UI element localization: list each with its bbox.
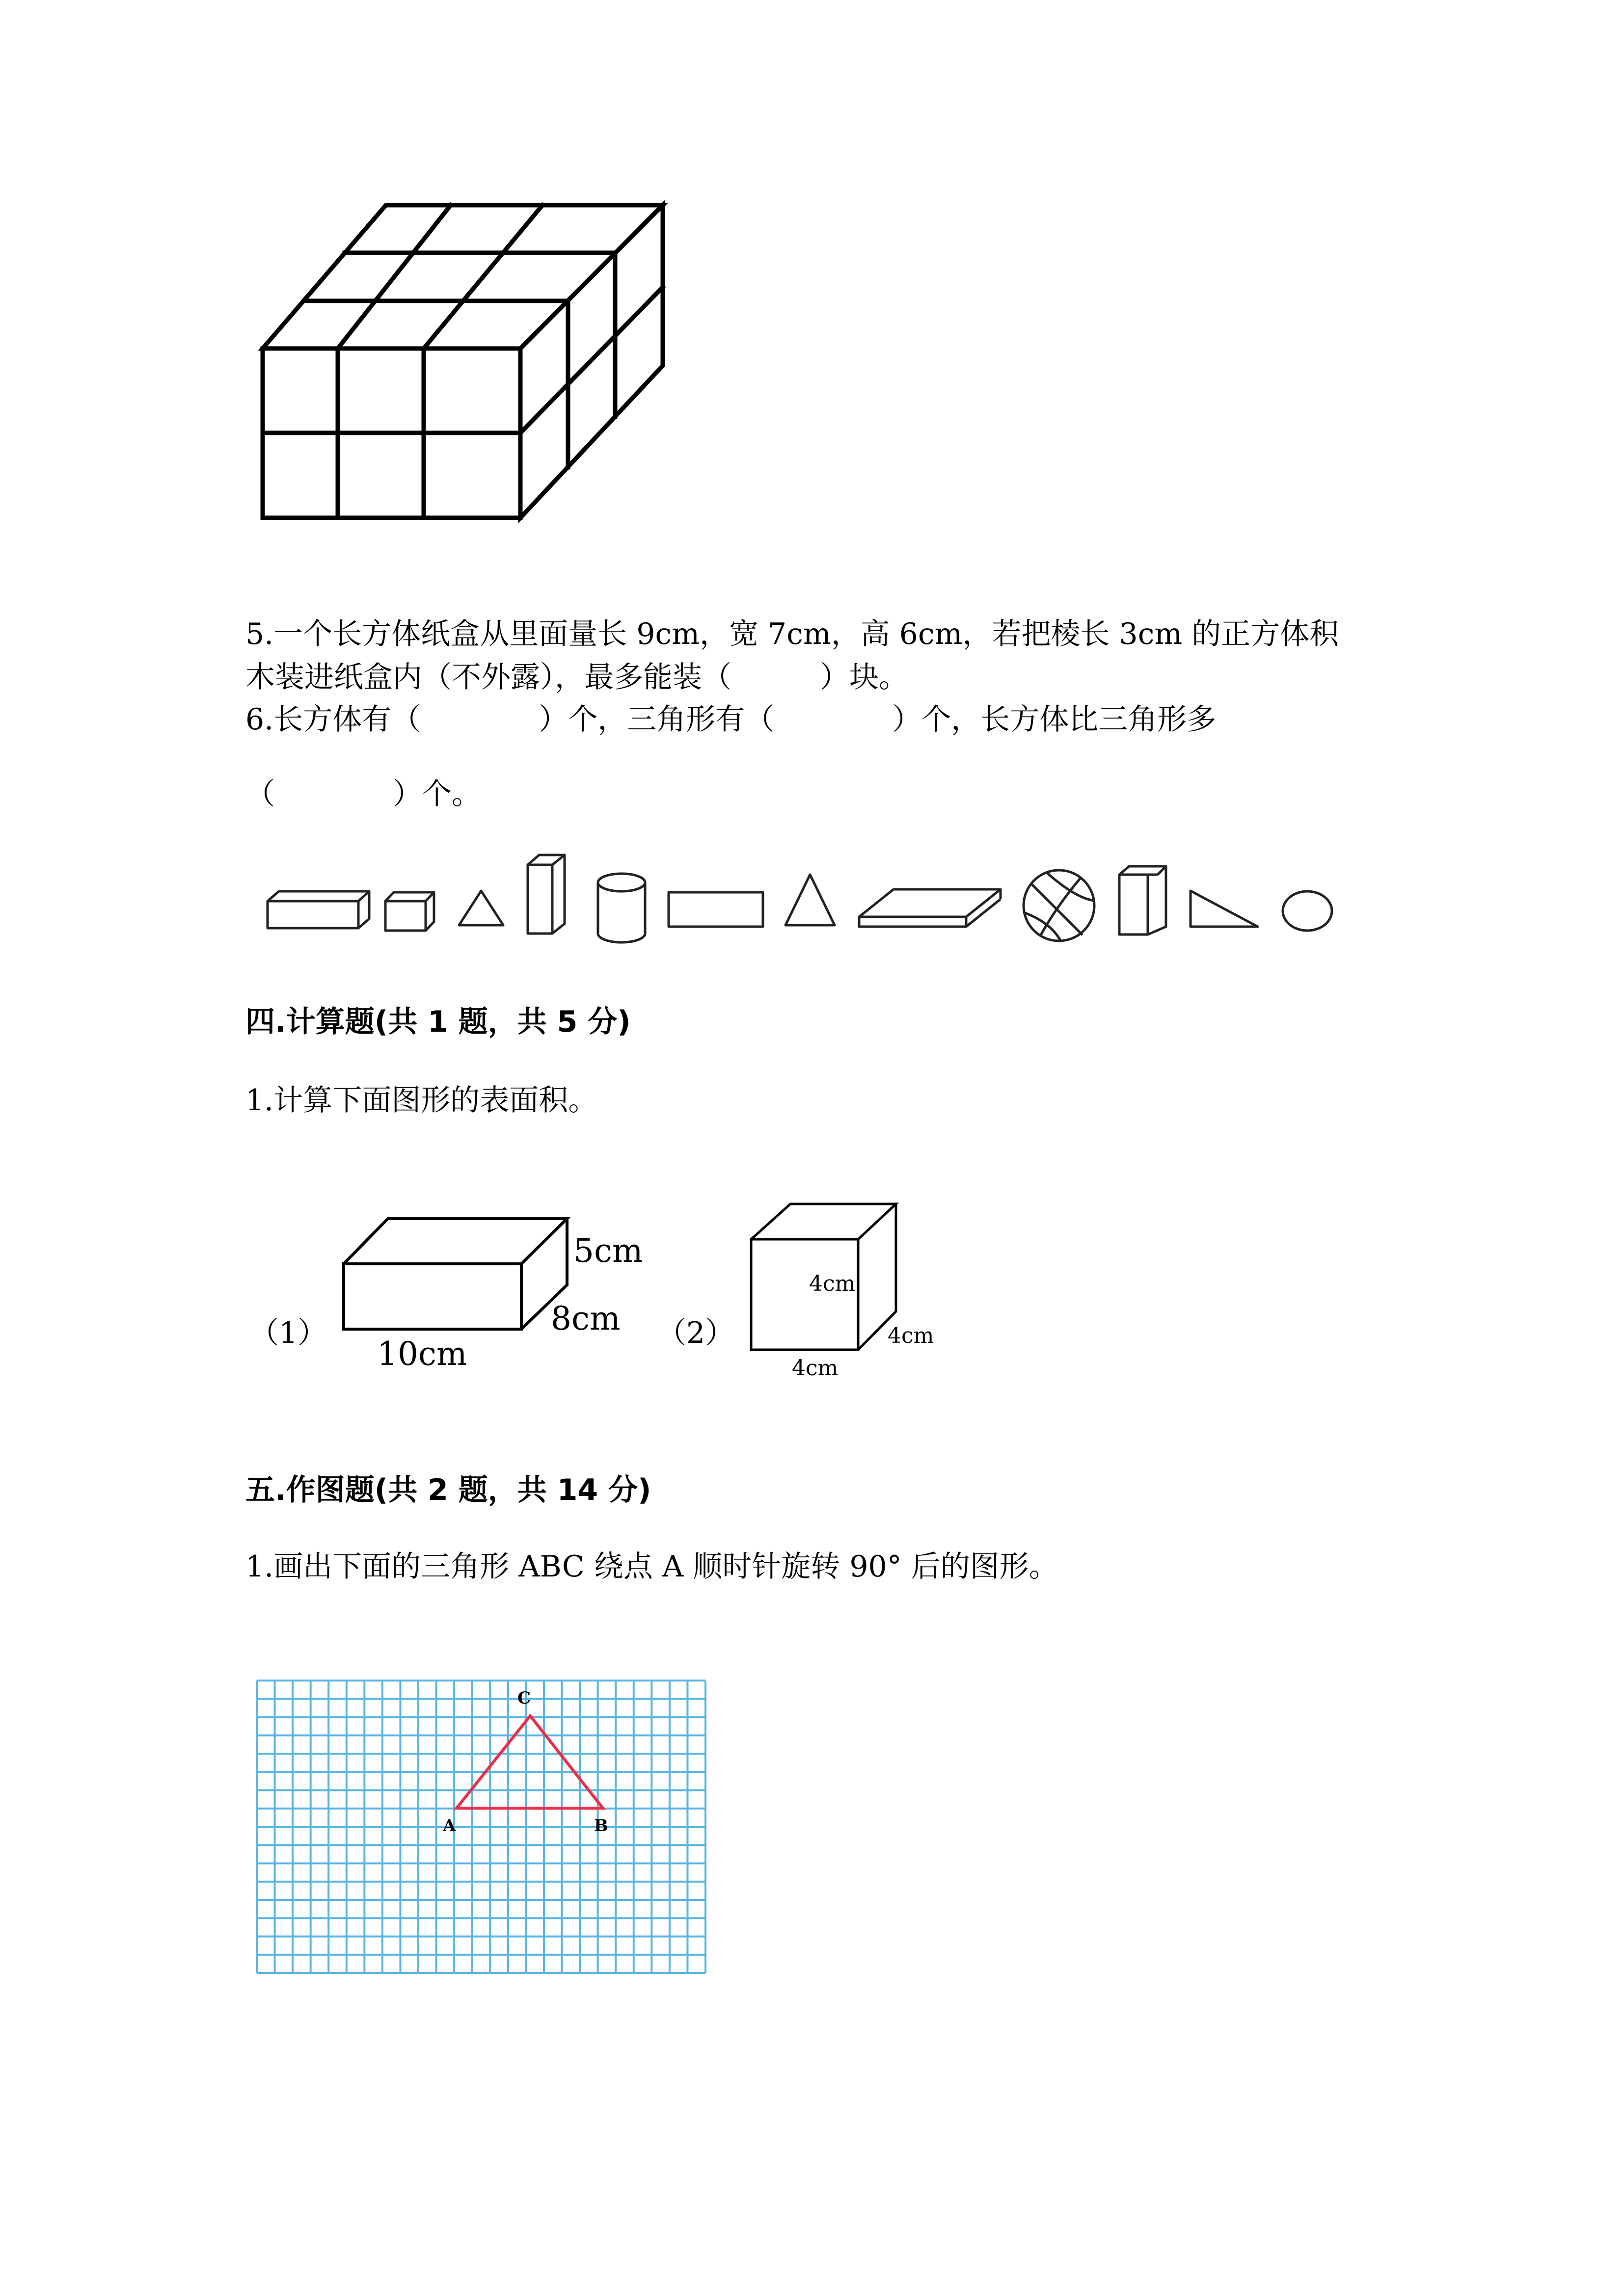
question-6-line-1: 6.长方体有（ ）个，三角形有（ ）个，长方体比三角形多 xyxy=(245,702,1217,737)
figure-1-width-label: 8cm xyxy=(551,1300,621,1337)
figure-2-front-edge-label: 4cm xyxy=(809,1271,856,1296)
figure-1-label: （1） xyxy=(249,1316,327,1350)
section-4-question-1: 1.计算下面图形的表面积。 xyxy=(245,1083,598,1118)
figure-2-label: （2） xyxy=(657,1316,735,1350)
question-6-line-2: （ ）个。 xyxy=(245,777,481,811)
point-b-label: B xyxy=(594,1816,608,1836)
section-4-heading: 四.计算题(共 1 题，共 5 分) xyxy=(245,1005,631,1039)
section-5-heading: 五.作图题(共 2 题，共 14 分) xyxy=(245,1473,651,1507)
triangle-abc xyxy=(457,1716,603,1808)
question-5-line-2: 木装进纸盒内（不外露），最多能装（ ）块。 xyxy=(245,660,908,694)
point-a-label: A xyxy=(443,1816,456,1836)
question-5-line-1: 5.一个长方体纸盒从里面量长 9cm，宽 7cm，高 6cm，若把棱长 3cm 的正方体积 xyxy=(245,617,1339,651)
figure-2-side-edge-label: 4cm xyxy=(888,1323,934,1348)
figure-2-bottom-edge-label: 4cm xyxy=(792,1356,839,1381)
figure-1-length-label: 10cm xyxy=(377,1335,467,1373)
point-c-label: C xyxy=(517,1688,531,1708)
figure-1-height-label: 5cm xyxy=(573,1232,643,1270)
section-5-question-1: 1.画出下面的三角形 ABC 绕点 A 顺时针旋转 90° 后的图形。 xyxy=(245,1549,1058,1584)
